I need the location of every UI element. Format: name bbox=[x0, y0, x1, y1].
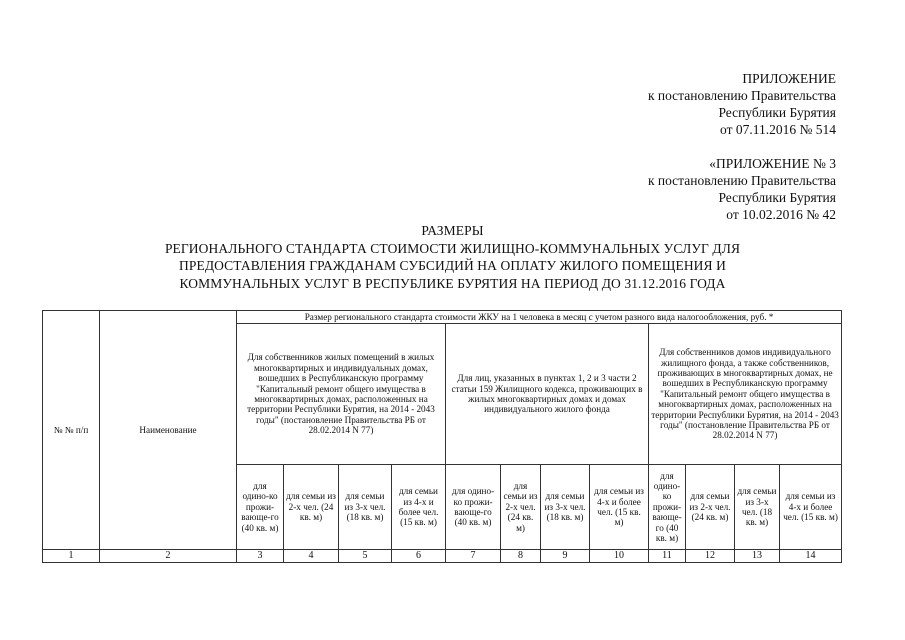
column-number-cell: 2 bbox=[100, 550, 237, 563]
column-number-cell: 14 bbox=[780, 550, 842, 563]
column-number-cell: 7 bbox=[446, 550, 501, 563]
title-line-1: РАЗМЕРЫ bbox=[421, 223, 484, 238]
annex-block-original bbox=[648, 155, 836, 223]
column-number-cell: 1 bbox=[43, 550, 100, 563]
title-line-3: ПРЕДОСТАВЛЕНИЯ ГРАЖДАНАМ СУБСИДИЙ НА ОПЛАТУ ЖИЛОГО ПОМЕЩЕНИЯ И bbox=[179, 258, 726, 273]
annex-date-number: от 07.11.2016 № 514 bbox=[720, 122, 836, 137]
header-group-article-159: Для лиц, указанных в пунктах 1, 2 и 3 части 2 статьи 159 Жилищного кодекса, проживающих в жилых многоквартирных домах и домах индивидуального жилого фонда bbox=[446, 324, 649, 465]
column-number-cell: 8 bbox=[501, 550, 541, 563]
title-line-2: РЕГИОНАЛЬНОГО СТАНДАРТА СТОИМОСТИ ЖИЛИЩНО-КОММУНАЛЬНЫХ УСЛУГ ДЛЯ bbox=[164, 240, 741, 256]
annex-title: ПРИЛОЖЕНИЕ bbox=[742, 71, 836, 86]
header-row-top bbox=[43, 311, 842, 324]
column-number-cell: 5 bbox=[339, 550, 392, 563]
subheader-cell: для одино-ко прожи-вающе-го (40 кв. м) bbox=[649, 465, 686, 550]
column-number-cell: 10 bbox=[590, 550, 649, 563]
subheader-cell: для семьи из 4-х и более чел. (15 кв. м) bbox=[590, 465, 649, 550]
subheader-cell: для одино-ко прожи-вающе-го (40 кв. м) bbox=[237, 465, 284, 550]
column-number-cell: 3 bbox=[237, 550, 284, 563]
subheader-cell: для семьи из 2-х чел. (24 кв. м) bbox=[284, 465, 339, 550]
subheader-cell: для семьи из 3-х чел. (18 кв. м) bbox=[541, 465, 590, 550]
annex-republic: Республики Бурятия bbox=[718, 105, 836, 120]
document-title bbox=[0, 222, 905, 292]
subheader-cell: для семьи из 2-х чел. (24 кв. м) bbox=[501, 465, 541, 550]
column-number-cell: 6 bbox=[392, 550, 446, 563]
column-number-cell: 13 bbox=[735, 550, 780, 563]
annex-to-resolution: к постановлению Правительства bbox=[647, 173, 836, 188]
column-number-cell: 9 bbox=[541, 550, 590, 563]
column-number-cell: 11 bbox=[649, 550, 686, 563]
subheader-cell: для семьи из 3-х чел. (18 кв. м) bbox=[735, 465, 780, 550]
subheader-cell: для одино-ко прожи-вающе-го (40 кв. м) bbox=[446, 465, 501, 550]
annex-to-resolution: к постановлению Правительства bbox=[647, 88, 836, 103]
header-cell-standard-size: Размер регионального стандарта стоимости ЖКУ на 1 человека в месяц с учетом разного вида налогообложения, руб. * bbox=[237, 311, 842, 324]
header-group-other-owners: Для собственников домов индивидуального жилищного фонда, а также собственников, проживающих в многоквартирных домах, не вошедших в Республиканскую программу "Капитальный ремонт общего имущества в многоквартирных домах, расположенных на территории Республики Бурятия, на 2014 - 2043 годы" (постановление Правительства РБ от 28.02.2014 N 77) bbox=[649, 324, 842, 465]
annex-republic: Республики Бурятия bbox=[718, 190, 836, 205]
annex-title: «ПРИЛОЖЕНИЕ № 3 bbox=[709, 156, 836, 171]
subheader-cell: для семьи из 3-х чел. (18 кв. м) bbox=[339, 465, 392, 550]
subheader-cell: для семьи из 2-х чел. (24 кв. м) bbox=[686, 465, 735, 550]
header-group-program-owners: Для собственников жилых помещений в жилых многоквартирных и индивидуальных домах, вошедших в Республиканскую программу "Капитальный ремонт общего имущества в многоквартирных домах, расположенных на территории Республики Бурятия, на 2014 - 2043 годы" (постановление Правительства РБ от 28.02.2014 N 77) bbox=[237, 324, 446, 465]
column-number-cell: 4 bbox=[284, 550, 339, 563]
column-number-cell: 12 bbox=[686, 550, 735, 563]
standards-table bbox=[42, 310, 842, 563]
subheader-cell: для семьи из 4-х и более чел. (15 кв. м) bbox=[780, 465, 842, 550]
subheader-cell: для семьи из 4-х и более чел. (15 кв. м) bbox=[392, 465, 446, 550]
annex-date-number: от 10.02.2016 № 42 bbox=[726, 207, 836, 222]
column-number-row bbox=[43, 550, 842, 563]
title-line-4: КОММУНАЛЬНЫХ УСЛУГ В РЕСПУБЛИКЕ БУРЯТИЯ НА ПЕРИОД ДО 31.12.2016 ГОДА bbox=[179, 275, 726, 291]
header-cell-name: Наименование bbox=[100, 311, 237, 550]
annex-block-current bbox=[648, 70, 836, 138]
header-cell-number: № № п/п bbox=[43, 311, 100, 550]
